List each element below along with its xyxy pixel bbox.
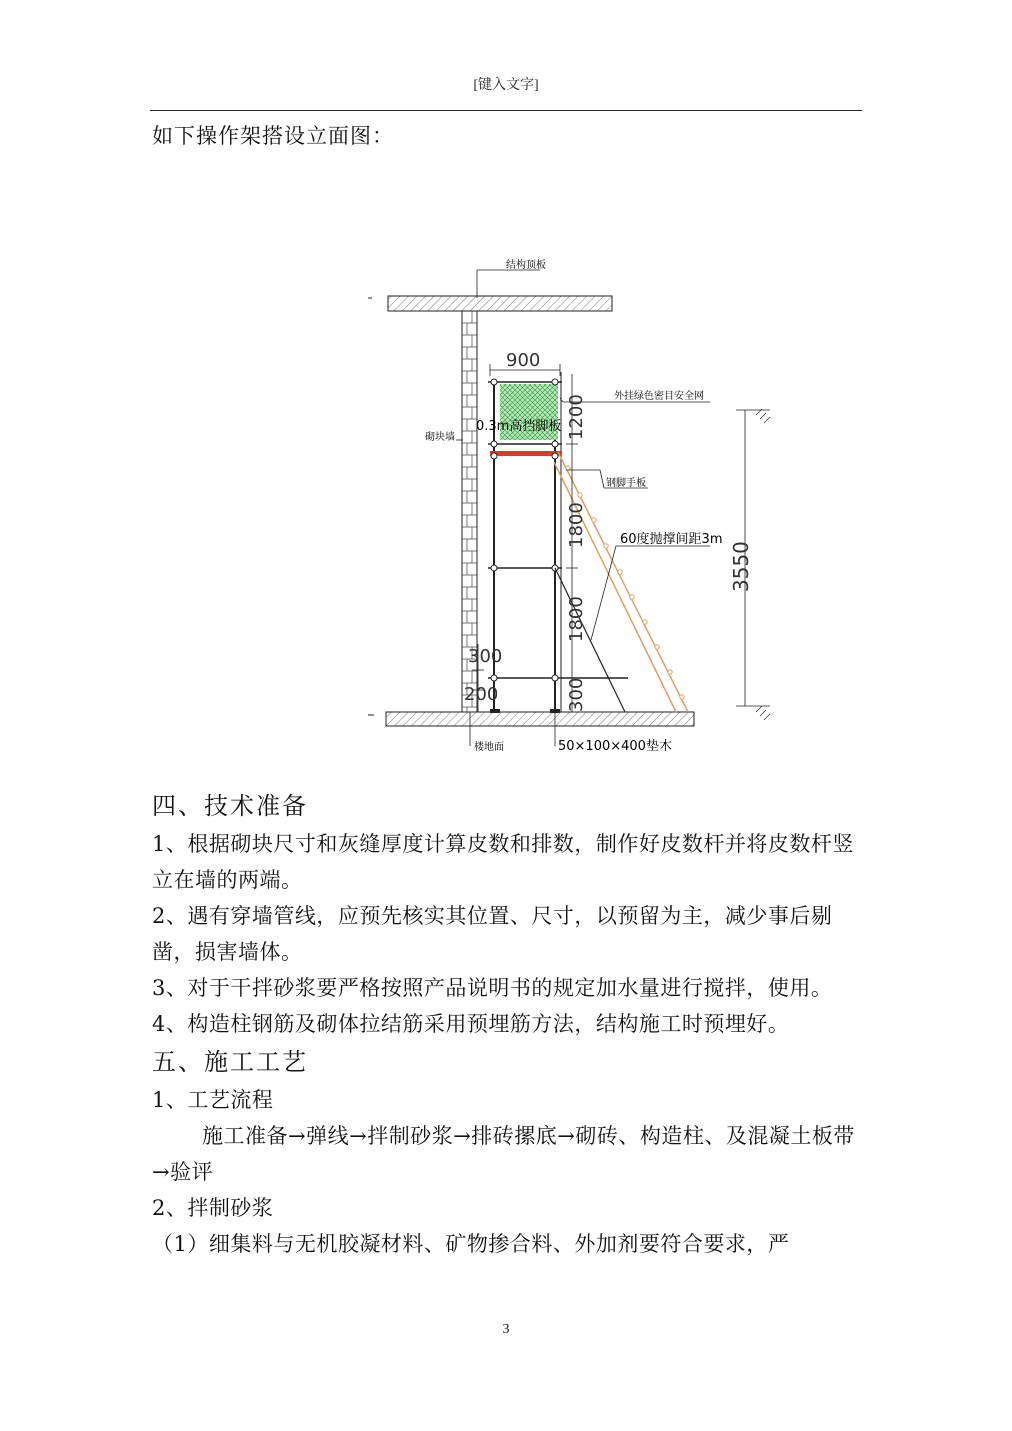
paragraph: 2、遇有穿墙管线，应预先核实其位置、尺寸，以预留为主，减少事后剔凿，损害墙体。 xyxy=(152,904,833,964)
intro-text: 如下操作架搭设立面图： xyxy=(152,124,394,148)
label-sleeper: 50×100×400垫木 xyxy=(558,739,672,754)
page-number: 3 xyxy=(502,1322,510,1337)
body-content xyxy=(152,786,864,1262)
paragraph: 1、工艺流程 xyxy=(152,1088,274,1112)
label-brace: 60度抛撑间距3m xyxy=(620,532,723,547)
label-wall: 砌块墙 xyxy=(425,432,455,443)
paragraph: 3、对于干拌砂浆要严格按照产品说明书的规定加水量进行搅拌，使用。 xyxy=(152,976,833,1000)
section-heading-process: 五、施工工艺 xyxy=(152,1048,308,1076)
dim-width: 900 xyxy=(506,350,541,371)
label-floor: 楼地面 xyxy=(474,742,504,753)
label-slab: 结构顶板 xyxy=(506,260,546,271)
scaffold-elevation-drawing xyxy=(360,250,753,760)
label-toeboard: 0.3m高挡脚板 xyxy=(476,419,562,434)
dim-1200: 1200 xyxy=(566,394,587,440)
label-net: 外挂绿色密目安全网 xyxy=(614,391,704,402)
paragraph: （1）细集料与无机胶凝材料、矿物掺合料、外加剂要符合要求，严 xyxy=(152,1232,790,1256)
paragraph-flow: 施工准备→弹线→拌制砂浆→排砖摞底→砌砖、构造柱、及混凝土板带→验评 xyxy=(152,1124,855,1184)
page-header: [键入文字] xyxy=(473,78,539,93)
dim-1800-upper: 1800 xyxy=(566,502,587,548)
structural-slab xyxy=(388,296,612,311)
label-handrail: 钢脚手板 xyxy=(606,478,646,489)
floor-slab xyxy=(386,712,694,726)
dim-1800-lower: 1800 xyxy=(566,596,587,642)
paragraph: 1、根据砌块尺寸和灰缝厚度计算皮数和排数，制作好皮数杆并将皮数杆竖立在墙的两端。 xyxy=(152,832,854,892)
paragraph: 4、构造柱钢筋及砌体拉结筋采用预埋筋方法，结构施工时预埋好。 xyxy=(152,1012,790,1036)
dim-300-side: 300 xyxy=(468,646,503,667)
dim-200-side: 200 xyxy=(464,684,499,705)
scaffold-board xyxy=(490,451,562,456)
dim-300-base: 300 xyxy=(566,677,587,712)
paragraph: 2、拌制砂浆 xyxy=(152,1196,274,1220)
header-rule xyxy=(150,110,862,111)
dim-total: 3550 xyxy=(729,541,753,592)
section-heading-tech-prep: 四、技术准备 xyxy=(152,792,308,820)
